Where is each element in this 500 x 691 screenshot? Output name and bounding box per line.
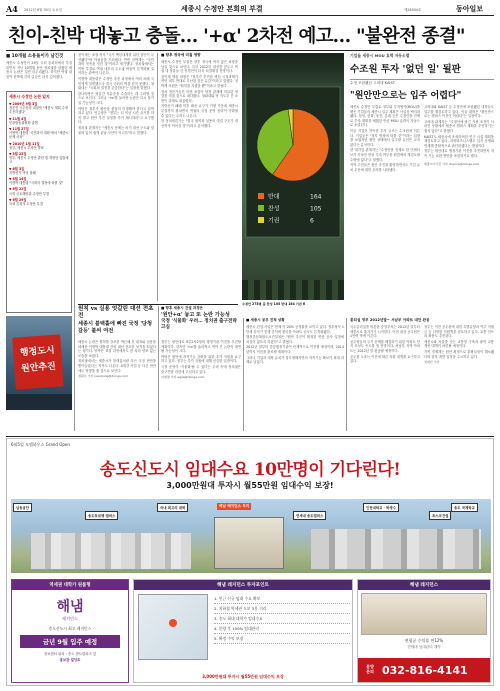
- story2-headline-block: [161, 306, 241, 338]
- story1-continued-text: 세종시 논란은 원칙을 강조한 박근혜 전 대표와 실용을 내세운 이명박 대통령 간의 대선 전초전 성격을 띠었다는 평가다. 양측은 표결 과정에서도 한 치의 양보 없는 모습을 보였다. 정치권에서는 세종시가 블랙홀처럼 모든 국정 현안을 빨아들였다는 지적도 나온다. 4대강 사업 등 다른 현안에도 영향을 줄 것으로 보인다. 정원수 기자 needjung@donga.com: [78, 340, 156, 379]
- protest-sign: [12, 334, 64, 389]
- ad-point: 2. 지하철 역세권 도보 3분 거리: [214, 604, 350, 614]
- ad-phone-label: 분양 문의: [366, 664, 374, 674]
- page-number: A4: [6, 4, 18, 14]
- ad-center-title: 해냄 레지던스 투자포인트: [134, 580, 352, 590]
- timeline-date: ▼ 11월 4일: [9, 116, 27, 121]
- col-divider-3: [158, 306, 159, 431]
- right-title-rule: [350, 79, 494, 80]
- legend-label-1: 찬성: [268, 205, 280, 213]
- right-kicker2: 수정 포함됐던 고려대·KAIST: [350, 81, 395, 85]
- bottom-box-2: [350, 318, 494, 431]
- col-divider-5: [346, 318, 347, 431]
- timeline-title: 세종시 수정안 논란 일지: [9, 94, 50, 99]
- story1-bottom-rule: [78, 304, 238, 305]
- ad-right-panel: [357, 579, 491, 683]
- right-text-col1: 세종시 수정안 부결로 정부와 투자협약(MOU)을 맺은 기업들의 세종시 입주 계획은 사실상 백지화됐다. 삼성, 한화, 웅진, 롯데 등은 수정안을 전제로 투자 계획을 세웠던 만큼 MOU 효력이 자동으로 소멸된다. 이들 기업이 약속한 투자 규모는 수조원에 이른다. 기업들은 "정부 방침에 따를 것"이라는 입장을 보였지만 원안 상태에서 입주할 유인은 크지 않다는 분석이다. 한 대기업 관계자는 "수정안을 전제로 한 인센티브가 사라진 만큼 투자 여부를 원점에서 재검토할 수밖에 없다"고 말했다. 지역 주민들은 원안 추진을 환영하면서도 기업 유치 무산에 대한 우려를 나타냈다.: [350, 105, 420, 172]
- legend-label-0: 반대: [268, 193, 280, 201]
- ad-left-line2: 금년 9월 입주 예정: [20, 635, 120, 648]
- right-title1: 수조원 투자 '없던 일' 될판: [350, 64, 461, 75]
- ad-left-line4: 홍보관 빌딩로: [59, 658, 81, 662]
- timeline-date: ▼ 6월 29일: [9, 197, 27, 202]
- main-headline: 친이-친박 대놓고 충돌… '+α' 2차전 예고… "불완전 종결": [8, 26, 465, 47]
- story1-title1: 원칙 vs 실용 엇갈린 대선 전초전: [78, 306, 154, 319]
- timeline-event: 국회 본회의 수정안 부결: [9, 202, 43, 207]
- legend-value-2: 6: [310, 217, 314, 225]
- photo-caption-lead: 수정안 275명 중 찬성 105 반대 164 기권 6: [242, 302, 306, 306]
- legend-swatch-1: [258, 205, 264, 211]
- bottom-box-1: [246, 318, 344, 431]
- story1-col3-text: 세종시 수정안 부결은 향후 정국에 적지 않은 파장을 남길 것으로 보인다. 특히 2012년 대선을 앞두고 여권 내 잠룡들 간 신경전이 더욱 치열해질 전망이다. 친이계 핵심 의원은 "정부가 추진한 핵심 국정과제가 여당 내부 반대로 무산된 것은 유감"이라고 말했다. 친박계 의원은 "원칙을 지켰을 뿐"이라고 맞섰다. 정치 전문가들은 이번 표결이 당청 관계에 미묘한 영향을 미칠 것으로 내다봤다. 청와대와 당 지도부 간 소통이 과제로 떠올랐다. 지방선거 패배 이후 쇄신 요구가 거센 가운데 세종시 부결까지 겹치면서 여권의 국정 운영 동력이 약화될 수 있다는 우려도 나온다. 한 정치평론가는 "결국 원칙과 실용의 대결 구도가 대선까지 이어질 것"이라고 분석했다.: [161, 60, 238, 128]
- ad-buildings-right: [311, 529, 481, 569]
- left-intro-text: 세종시 수정안이 29일 국회 본회의에서 부결되면서 지난 10개월 동안 정치권을 달궜던 세종시 논란은 일단 마무리됐다. 하지만 여권 내 친이·친박계 간의 갈등은 더욱 깊어졌다.: [6, 61, 72, 79]
- ad-point: 1. 인근 신규 임대 수요 확보: [214, 594, 350, 604]
- ad-phone-bar[interactable]: [358, 658, 490, 682]
- ad-center-bottom: 3,000만원대 투자시 월55만원 임대수익 보장: [202, 674, 284, 679]
- ad-left-line1: 송도신도시 최고 레지던스: [48, 626, 92, 631]
- ad-tag-3: 연세대 송도캠퍼스: [293, 511, 326, 520]
- ad-brand: 해냄: [56, 599, 84, 615]
- ad-point: 5. 확정 수익 보장: [214, 634, 350, 644]
- story1-byline: 정원수 기자 needjung@donga.com: [78, 374, 129, 379]
- story2-title1: '원안+α' 놓고 또 논란 가능성: [161, 312, 230, 318]
- ad-left-title: 역세권 대학가 원룸형: [12, 580, 128, 590]
- story2-byline: 이재명 기자 egija@donga.com: [161, 375, 205, 380]
- ad-point-list: [212, 590, 352, 664]
- protest-photo: [6, 316, 72, 410]
- story1-lead-text: 친이계는 표결 직후 "국가 백년대계를 위한 결단이 무산됐다"며 아쉬움을 드러냈다. 반면 친박계는 "국민과의 약속을 지킨 것"이라고 평가했다. 정치권에서는 이번 부결로 여권 내부의 주도권 싸움이 본격화될 것이라는 관측이 나온다. 이명박 대통령은 수정안 추진 과정에서 여러 차례 국민에게 설명했으나 결국 국회의 벽을 넘지 못했다. 청와대는 "국회의 결정을 존중한다"는 입장을 밝혔다. 한나라당은 당분간 후유증을 수습하는 데 주력할 것으로 보인다. 그러나 '+α'를 둘러싼 논란은 다시 불거질 가능성이 크다. 야당은 정부가 원안을 충실히 이행해야 한다고 압박하고 있다. 민주당은 "정부는 더 이상 시간 끌기를 하지 말고 원안 추진 일정을 즉각 제시하라"고 요구했다. 정치권 관계자는 "세종시 문제는 차기 대선 구도와 맞물려 있어 쉽게 끝날 사안이 아니다"라고 말했다.: [78, 53, 154, 135]
- ad-label: 6월5일 모델하우스 Grand Open: [11, 442, 70, 447]
- story1-col3: [161, 53, 238, 301]
- story2-box-title: ■ 향후 세종시 건설 과정은: [161, 306, 203, 310]
- issue-date: 2012년 6월 30일 토요일: [24, 8, 62, 12]
- bottom-box1-text: 세종시 건설 사업은 현재 약 20% 공정률을 보이고 있다. 정부청사 1단계 공사가 진행 중이며 첫마을 아파트 공사도 본격화됐다. 행정중심복합도시건설청은 "원안 추진이 확정된 만큼 공사 일정에 차질이 없도록 하겠다"고 밝혔다. 2012년 말부터 중앙행정기관이 단계적으로 이전할 예정이며, 2014년까지 이전을 완료할 계획이다. 그러나 기업과 대학 유치가 불투명해지면서 자족기능 확보가 최대 과제로 남았다.: [246, 325, 344, 365]
- advertisement: [6, 438, 494, 686]
- story1-title2: 세종시 블랙홀에 빠진 국정 '당청 갈등' 불씨 여전: [78, 321, 152, 334]
- ad-tag-0: 남동공단: [13, 503, 32, 512]
- issue-number: 제28904호: [404, 8, 422, 12]
- timeline-event: 이명박 대통령 "국회의 결정에 따를 것": [9, 181, 64, 186]
- left-column: [6, 53, 72, 431]
- ad-buildings-left: [31, 533, 191, 569]
- section-title: 세종시 수정안 본회의 부결: [181, 5, 263, 13]
- timeline-date: ▼ 2010년 1월 11일: [9, 141, 40, 146]
- ad-tag-4: 인천대학교 · 학생수: [363, 503, 399, 512]
- ad-tag-1: 송도포르뱅 캠퍼스: [85, 511, 118, 520]
- right-title2: "원안만으로는 입주 어렵다": [350, 91, 462, 101]
- timeline-event: 정운찬 국무총리 내정자 "세종시 계획 수정 추진하겠다": [9, 106, 68, 115]
- header-rule: [6, 15, 494, 16]
- right-text-col2: 고려대와 KAIST 등 수정안에 포함됐던 대학들도 입주를 재검토하고 있다. 이들 대학은 "원안만으로는 캠퍼스 이전이 어렵다"는 입장이다. 고려대 관계자는 "수정안에 담긴 지원 조건이 사라진 상황에서 세종시 캠퍼스 계획을 추진하기는 쉽지 않다"고 밝혔다. KAIST도 세종시에 조성하려던 연구 시설 계획을 재검토하고 있다. 과학비즈니스벨트 입지 문제와 연계해 종합적으로 판단하겠다는 방침이다. 정부는 원안대로 행정기관 이전을 추진하면서 자족 기능 보완 방안을 마련하기로 했다. 세종=이기진 기자 doyoce@donga.com: [424, 105, 494, 166]
- timeline-date: ▼ 6월 14일: [9, 177, 27, 182]
- right-kicker: 기업들 세종시 MOU 효력 자동소멸: [350, 53, 410, 58]
- ad-brand-sub: 레지던스: [62, 616, 78, 621]
- story1-headline-block: [78, 306, 156, 338]
- crowd-shape: [6, 394, 72, 410]
- ad-right-title: 해냄 레지던스: [358, 580, 490, 590]
- timeline-date: ▼ 6월 22일: [9, 187, 27, 192]
- ad-map-marker: [169, 619, 177, 627]
- col-divider-1: [74, 53, 75, 431]
- page-header: [6, 4, 494, 14]
- timeline-box: [6, 91, 72, 313]
- ad-tag-2: 국내 최고의 대학: [157, 503, 188, 512]
- legend-value-1: 105: [310, 205, 322, 213]
- timeline-event: 정부, 세종시 수정안 관련 법 개정안 입법예고: [9, 156, 69, 165]
- bottom-byline: 정재빈 기자: [424, 360, 440, 365]
- timeline-event: 국회 국토해양위 수정안 부결: [9, 191, 49, 196]
- col-divider-4: [243, 318, 244, 431]
- timeline-event: 지방선거 여당 참패: [9, 170, 36, 175]
- ad-left-panel: [11, 579, 129, 683]
- photo-caption: [242, 302, 344, 316]
- timeline-date: ▼ 6월 3일: [9, 166, 25, 171]
- bottom-box1-title: ■ 세종시 공무 진척 상황: [246, 318, 285, 322]
- story2-title2: 국정 '식물화' 우려… 정치권 출구전략 고심: [161, 318, 237, 330]
- chamber-ceiling: [242, 53, 344, 83]
- vote-photo: [242, 53, 344, 300]
- ad-map: [138, 594, 208, 660]
- bottom-box2-text1: 국무총리실을 비롯한 중앙부처는 2012년 말부터 세종시로 옮겨가기 시작한다. 이전 대상 공무원은 1만여 명에 이른다. 공무원들의 주거 문제를 해결하기 위한 아파트 단지 조성도 속도를 낼 전망이다. 서남부 지역 아파트는 2012년 말 완공될 예정이다. 공무원 노조는 이전에 따른 지원 대책을 요구하고 있다.: [350, 325, 420, 364]
- chamber-seats: [242, 280, 344, 300]
- bottom-box2-columns: [350, 325, 494, 429]
- ad-center-panel: [133, 579, 353, 683]
- legend-label-2: 기권: [268, 217, 280, 225]
- ad-right-line2: 전세대 임대관리 계약: [407, 645, 441, 649]
- ad-center-body: [134, 590, 352, 664]
- headline-rule: [6, 50, 494, 51]
- ad-photo-strip: [11, 499, 491, 573]
- timeline-date: ▼ 11월 27일: [9, 127, 29, 132]
- story1-subhead: ■ 향후 정국에 미칠 영향: [161, 53, 201, 57]
- ad-subhead: 3,000만원대 투자시 월55만원 임대수익 보장!: [166, 481, 334, 490]
- timeline-date: ▼ 2009년 9월 3일: [9, 102, 38, 106]
- timeline-date: ▼ 3월 23일: [9, 152, 27, 157]
- newspaper-logo: 동아일보: [456, 4, 484, 13]
- timeline-event: 민관합동위원회 출범: [9, 120, 38, 125]
- protest-sign-line2: 원안추진: [20, 361, 57, 375]
- legend-swatch-2: [258, 217, 264, 223]
- ad-right-line: 연평균 수익률 연12%: [404, 638, 444, 643]
- ad-tag-6: 송도 국제학교: [451, 503, 478, 512]
- vote-pie-chart: [242, 83, 344, 283]
- timeline-event: 이명박 대통령 '국민과의 대화'에서 "세종시 문제 사과": [9, 131, 69, 140]
- timeline-list: [9, 102, 69, 206]
- ad-point: 4. 분양 후 100% 임대관리: [214, 624, 350, 634]
- bottom-box2-title: 총리실 정부 2012년말~ 서남부 아파트 대단 완공: [350, 318, 430, 322]
- ad-tag-5: 포스코건설: [429, 511, 451, 520]
- bottom-box2-text2: 정부는 이전 공무원에 대한 특별분양과 이주 지원금 등 다양한 지원책을 검토하고 있다. 교통 인프라 확충도 추진된다. 세종시와 서울을 잇는 교통망 구축과 광역 교통 개선 대책이 마련될 예정이다. 지역 경제계는 원안 확정으로 불확실성이 해소됐다며 향후 개발 일정을 주시하고 있다. 정재빈 기자: [424, 325, 494, 365]
- ad-top-rule: [6, 436, 494, 437]
- ad-headline: 송도신도시 임대수요 10만명이 기다린다!: [99, 460, 401, 480]
- timeline-event: 정부, 세종시 수정안 발표: [9, 145, 44, 150]
- right-byline: 세종=이기진 기자 doyoce@donga.com: [424, 161, 480, 166]
- ad-center-building: [214, 517, 284, 569]
- legend-value-0: 164: [310, 193, 322, 201]
- story2-text: 정부는 원안대로 9부2처2청의 행정기관 이전을 추진할 계획이다. 하지만 '+α'를 둘러싸고 여야 간 논란이 재연될 가능성이 크다. 야당은 원안에 자족기능 강화를 위한 추가 지원을 요구하고 있다. 정부는 추가 지원에 대해 신중한 입장이다. 국정 운영이 '식물화'될 수 있다는 우려 속에 정치권은 출구전략 마련에 고심하고 있다. 이재명 기자 egija@donga.com: [161, 340, 241, 380]
- ad-right-image: [361, 593, 487, 635]
- left-column-title: ■ 10개월 소용돌이가 남긴것: [6, 54, 64, 59]
- ad-center-tag: 해남 레지던스 부지: [219, 504, 250, 508]
- ad-phone-number: 032-816-4141: [382, 663, 468, 677]
- legend-swatch-0: [258, 193, 264, 199]
- ad-point: 3. 송도 최대 대학가 임대수요: [214, 614, 350, 624]
- protest-sign-line1: 행정도시: [19, 345, 55, 359]
- ad-left-line3: 정보센터 위치 : 송도 센트럴파크 앞: [43, 652, 97, 656]
- col-divider-2: [157, 53, 158, 301]
